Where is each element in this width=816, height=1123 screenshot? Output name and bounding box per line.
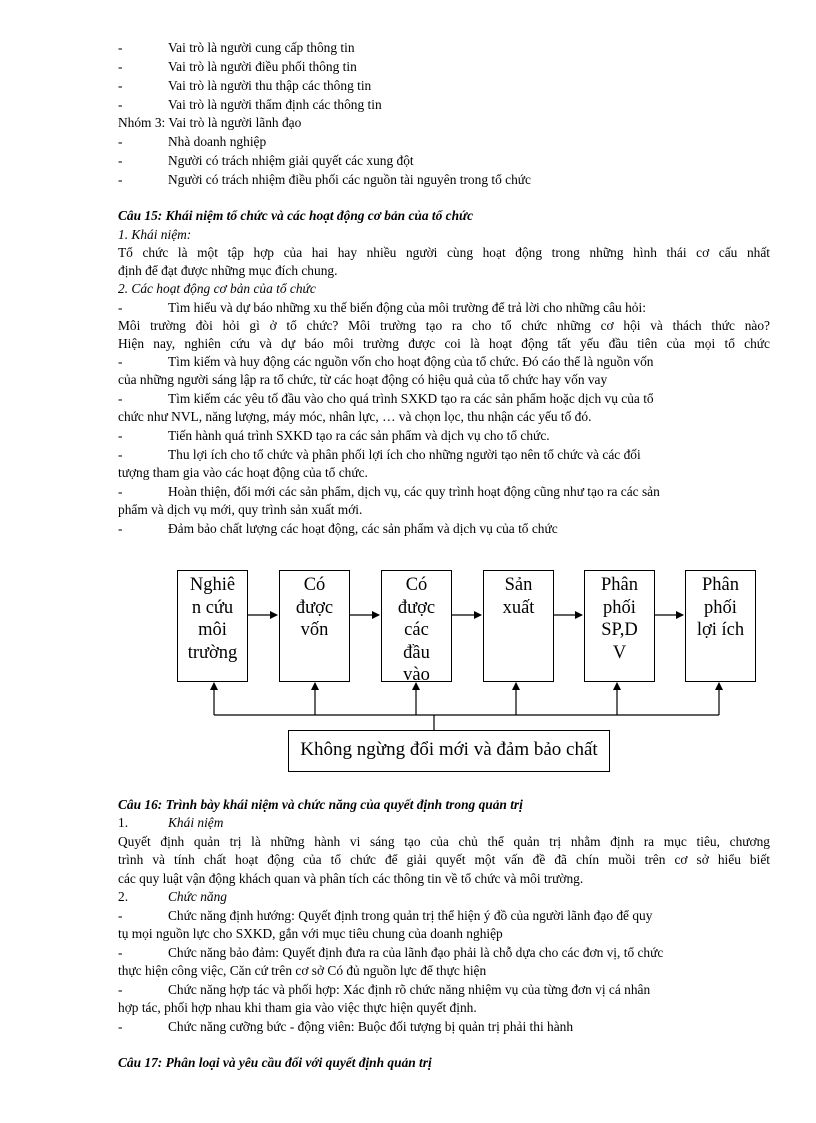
improvement-box: Không ngừng đổi mới và đảm bảo chất: [288, 730, 610, 772]
group3-title: Nhóm 3: Vai trò là người lãnh đạo: [118, 115, 302, 130]
q16-heading: Câu 16: Trình bày khái niệm và chức năng của quyết định trong quản trị: [118, 797, 523, 812]
q15-concept-text: Tổ chức là một tập hợp của hai hay nhiều người cùng hoạt động trong những hình thái cơ cấu nhất: [118, 245, 770, 260]
list-item-cont: tụ mọi nguồn lực cho SXKD, gắn với mục tiêu chung của doanh nghiệp: [118, 926, 503, 941]
list-item-cont: hợp tác, phối hợp nhau khi tham gia vào việc thực hiện quyết định.: [118, 1000, 477, 1015]
list-item-cont: chức như NVL, năng lượng, máy móc, nhân lực, … và chọn lọc, thu nhận các yếu tố đó.: [118, 409, 592, 424]
list-item-cont: Môi trường đòi hỏi gì ở tổ chức? Môi trường tạo ra cho tổ chức những cơ hội và thách thức nào?: [118, 318, 770, 333]
process-diagram: [170, 558, 770, 782]
q15-heading: Câu 15: Khái niệm tổ chức và các hoạt động cơ bản của tổ chức: [118, 208, 474, 223]
list-item-cont: thực hiện công việc, Căn cứ trên cơ sở Có đủ nguồn lực để thực hiện: [118, 963, 487, 978]
q15-concept-label: 1. Khái niệm:: [118, 227, 192, 242]
document-page: - Vai trò là người cung cấp thông tin - Vai trò là người điều phối thông tin - Vai trò là người thu thập các thông tin - Vai trò là người thẩm định các thông tin Nhóm 3: Vai trò là người lãnh đạo - Nhà doanh nghiệp - Người có trách nhiệm giải quyết các xung đột - Người có trách nhiệm điều phối các nguồn tài nguyên trong tổ chức Câu 15: Khái niệm tổ chức và các hoạt động cơ bản của tổ chức 1. Khái niệm: Tổ chức là một tập hợp của hai hay nhiều người cùng hoạt động trong những hình thái cơ cấu nhất định để đạt được những mục đích chung. 2. Các hoạt động cơ bản của tổ chức - Tìm hiểu và dự báo những xu thế biến động của môi trường để trả lời cho những câu hỏi: Môi trường đòi hỏi gì ở tổ chức? Môi trường tạo ra cho tổ chức những cơ hội và thách thức nào? Hiện nay, nghiên cứu và dự báo môi trường được coi là hoạt động tất yếu đầu tiên của mọi tổ chức - Tìm kiếm và huy động các nguồn vốn cho hoạt động của tổ chức. Đó cáo thể là nguồn vốn của những người sáng lập ra tổ chức, từ các hoạt động có hiệu quả của tổ chức hay vốn vay - Tìm kiếm các yêu tố đầu vào cho quá trình SXKD tạo ra các sản phẩm hoặc dịch vụ của tổ chức như NVL, năng lượng, máy móc, nhân lực, … và chọn lọc, thu nhận các yếu tố đó. - Tiến hành quá trình SXKD tạo ra các sản phẩm và dịch vụ cho tổ chức. - Thu lợi ích cho tổ chức và phân phối lợi ích cho những người tạo nên tổ chức và các đối tượng tham gia vào các hoạt động của tổ chức. - Hoàn thiện, đổi mới các sản phẩm, dịch vụ, các quy trình hoạt động cũng như tạo ra các sản phẩm và dịch vụ mới, quy trình sản xuất mới. - Đảm bảo chất lượng các hoạt động, các sản phẩm và dịch vụ của tổ chức Nghiê n cứu môi trường Có được vốn Có được các đầu vào Sản xuất Phân phối SP,D V Phân phối lợi ích Không ngừng đổi mới và đảm bảo chất Câu 16: Trình bày khái niệm và chức năng của quyết định trong quản trị 1. Khái niệm Quyết định quản trị là những hành vi sáng tạo của chủ thể quản trị nhằm định ra mục tiêu, chương trình và tính chất hoạt động của tổ chức để giải quyết một vấn đề đã chín muồi trên cơ sở hiểu biết các quy luật vận động khách quan và phân tích các thông tin về tổ chức và môi trường. 2. Chức năng - Chức năng định hướng: Quyết định trong quản trị thể hiện ý đồ của người lãnh đạo để quy tụ mọi nguồn lực cho SXKD, gắn với mục tiêu chung của doanh nghiệp - Chức năng bảo đảm: Quyết định đưa ra của lãnh đạo phải là chỗ dựa cho các đơn vị, tổ chức thực hiện công việc, Căn cứ trên cơ sở Có đủ nguồn lực để thực hiện - Chức năng hợp tác và phối hợp: Xác định rõ chức năng nhiệm vụ của từng đơn vị cá nhân hợp tác, phối hợp nhau khi tham gia vào việc thực hiện quyết định. - Chức năng cưỡng bức - động viên: Buộc đối tượng bị quản trị phải thi hành Câu 17: Phân loại và yêu cầu đối với quyết định quản trị: [118, 40, 770, 1070]
step-box-production: Sản xuất: [483, 570, 554, 682]
list-item-cont: tượng tham gia vào các hoạt động của tổ chức.: [118, 465, 368, 480]
list-item-cont: của những người sáng lập ra tổ chức, từ các hoạt động có hiệu quả của tổ chức hay vốn vay: [118, 372, 608, 387]
q16-concept-text: Quyết định quản trị là những hành vi sáng tạo của chủ thể quản trị nhằm định ra mục tiêu, chương: [118, 834, 770, 849]
list-item-cont: phẩm và dịch vụ mới, quy trình sản xuất mới.: [118, 502, 363, 517]
step-box-research: Nghiê n cứu môi trường: [177, 570, 248, 682]
list-item-cont: Hiện nay, nghiên cứu và dự báo môi trường được coi là hoạt động tất yếu đầu tiên của mọi tổ chức: [118, 336, 770, 351]
q17-heading: Câu 17: Phân loại và yêu cầu đối với quyết định quản trị: [118, 1055, 432, 1070]
q15-activities-label: 2. Các hoạt động cơ bản của tổ chức: [118, 281, 316, 296]
step-box-inputs: Có được các đầu vào: [381, 570, 452, 682]
step-box-distribution: Phân phối SP,D V: [584, 570, 655, 682]
q16-concept-text-cont: trình và tính chất hoạt động của tổ chức để giải quyết một vấn đề đã chín muồi trên cơ sở hiểu biết: [118, 852, 770, 867]
step-box-capital: Có được vốn: [279, 570, 350, 682]
q16-concept-text-cont: các quy luật vận động khách quan và phân tích các thông tin về tổ chức và môi trường.: [118, 871, 584, 886]
q15-concept-text-cont: định để đạt được những mục đích chung.: [118, 263, 338, 278]
step-box-benefit-sharing: Phân phối lợi ích: [685, 570, 756, 682]
